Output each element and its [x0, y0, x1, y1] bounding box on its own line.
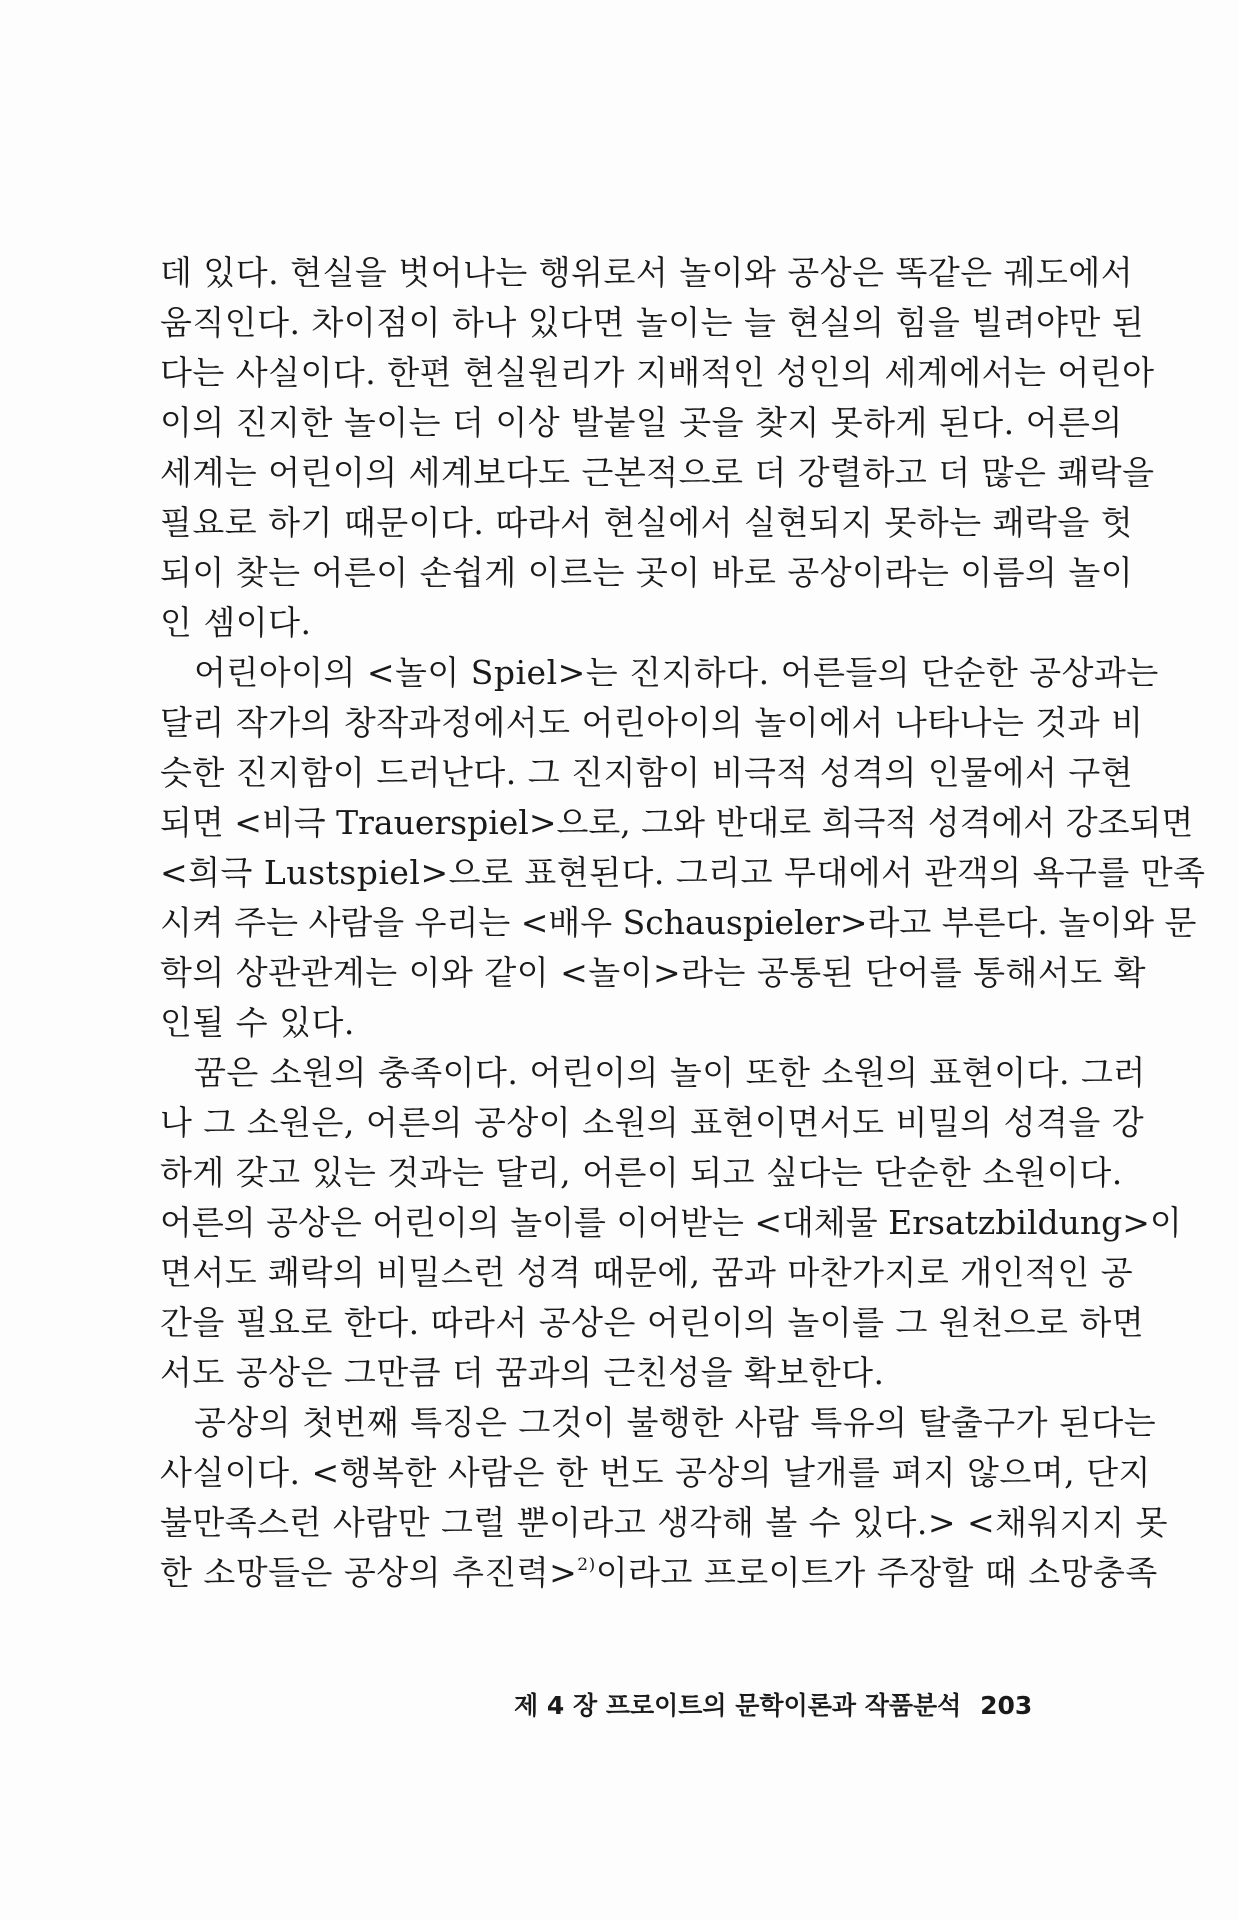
text-line: 다는 사실이다. 한편 현실원리가 지배적인 성인의 세계에서는 어린아 — [160, 353, 1155, 392]
text-line-paragraph-start: 꿈은 소원의 충족이다. 어린이의 놀이 또한 소원의 표현이다. 그러 — [194, 1053, 1146, 1092]
text-line: 간을 필요로 한다. 따라서 공상은 어린이의 놀이를 그 원천으로 하면 — [160, 1303, 1145, 1342]
text-line: 면서도 쾌락의 비밀스런 성격 때문에, 꿈과 마찬가지로 개인적인 공 — [160, 1253, 1134, 1292]
text-line: 되이 찾는 어른이 손쉽게 이르는 곳이 바로 공상이라는 이름의 놀이 — [160, 553, 1134, 592]
text-line: 세계는 어린이의 세계보다도 근본적으로 더 강렬하고 더 많은 쾌락을 — [160, 453, 1155, 492]
text-line: 이의 진지한 놀이는 더 이상 발붙일 곳을 찾지 못하게 된다. 어른의 — [160, 403, 1123, 442]
text-line: 움직인다. 차이점이 하나 있다면 놀이는 늘 현실의 힘을 빌려야만 된 — [160, 303, 1145, 342]
text-line: 달리 작가의 창작과정에서도 어린아이의 놀이에서 나타나는 것과 비 — [160, 703, 1144, 742]
text-segment: 이라고 프로이트가 주장할 때 소망충족 — [595, 1553, 1158, 1592]
text-line: 사실이다. <행복한 사람은 한 번도 공상의 날개를 펴지 않으며, 단지 — [160, 1453, 1151, 1492]
chapter-label: 제 4 장 — [514, 1691, 598, 1720]
text-line-with-footnote — [160, 1548, 1158, 1598]
text-line: 불만족스런 사람만 그럴 뿐이라고 생각해 볼 수 있다.> <채워지지 못 — [160, 1503, 1169, 1542]
footnote-marker[interactable]: 2) — [577, 1555, 596, 1575]
text-line: <희극 Lustspiel>으로 표현된다. 그리고 무대에서 관객의 욕구를 만족 — [160, 853, 1206, 892]
text-line-paragraph-start: 어린아이의 <놀이 Spiel>는 진지하다. 어른들의 단순한 공상과는 — [194, 653, 1159, 692]
text-line: 하게 갖고 있는 것과는 달리, 어른이 되고 싶다는 단순한 소원이다. — [160, 1153, 1123, 1192]
text-segment: 한 소망들은 공상의 추진력> — [160, 1553, 578, 1592]
body-text — [160, 248, 1206, 1598]
running-footer — [514, 1686, 1033, 1722]
text-line: 나 그 소원은, 어른의 공상이 소원의 표현이면서도 비밀의 성격을 강 — [160, 1103, 1145, 1142]
text-line-paragraph-end: 인될 수 있다. — [160, 1003, 355, 1042]
text-line: 어른의 공상은 어린이의 놀이를 이어받는 <대체물 Ersatzbildung>이 — [160, 1203, 1182, 1242]
text-line: 필요로 하기 때문이다. 따라서 현실에서 실현되지 못하는 쾌락을 헛 — [160, 503, 1134, 542]
chapter-title: 프로이트의 문학이론과 작품분석 — [605, 1691, 962, 1720]
text-line: 데 있다. 현실을 벗어나는 행위로서 놀이와 공상은 똑같은 궤도에서 — [160, 253, 1134, 292]
text-line: 되면 <비극 Trauerspiel>으로, 그와 반대로 희극적 성격에서 강조되면 — [160, 803, 1194, 842]
text-line: 학의 상관관계는 이와 같이 <놀이>라는 공통된 단어를 통해서도 확 — [160, 953, 1147, 992]
page-number: 203 — [980, 1691, 1033, 1720]
text-line-paragraph-start: 공상의 첫번째 특징은 그것이 불행한 사람 특유의 탈출구가 된다는 — [194, 1403, 1157, 1442]
text-line: 시켜 주는 사람을 우리는 <배우 Schauspieler>라고 부른다. 놀이와 문 — [160, 903, 1197, 942]
text-line-paragraph-end: 인 셈이다. — [160, 603, 312, 642]
text-line: 슷한 진지함이 드러난다. 그 진지함이 비극적 성격의 인물에서 구현 — [160, 753, 1134, 792]
text-line-paragraph-end: 서도 공상은 그만큼 더 꿈과의 근친성을 확보한다. — [160, 1353, 885, 1392]
